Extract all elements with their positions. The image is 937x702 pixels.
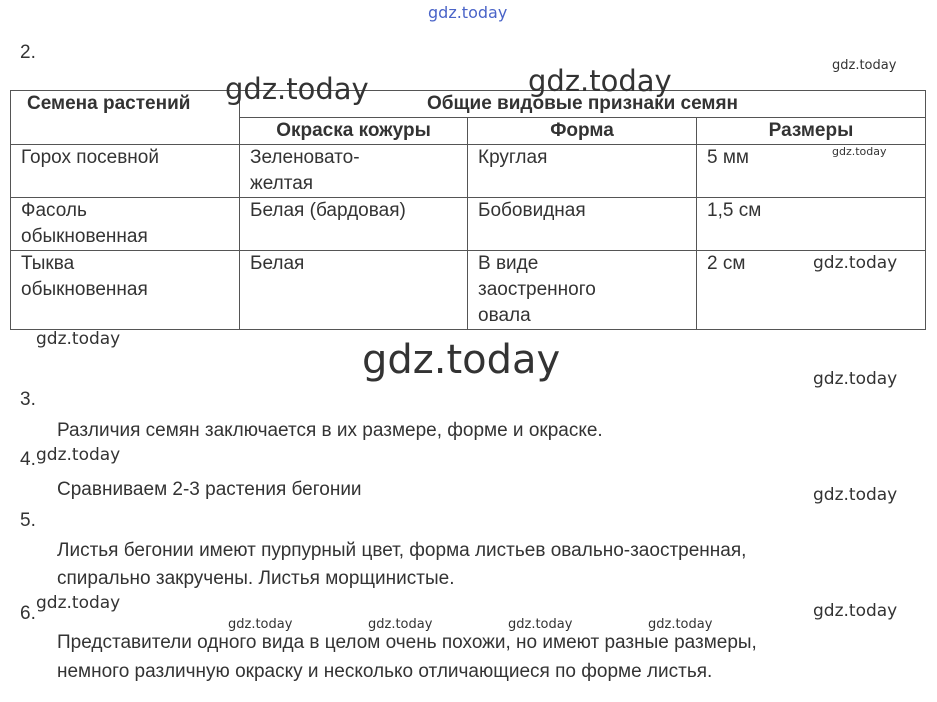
question-number-6: 6. — [20, 603, 36, 624]
watermark: gdz.today — [832, 58, 897, 73]
watermark: gdz.today — [362, 337, 561, 383]
answer-3-text: Различия семян заключается в их размере, форме и окраске. — [57, 420, 603, 441]
table-header-row — [11, 91, 926, 118]
header-color: Окраска кожуры — [240, 118, 468, 145]
table-cell: Белая (бардовая) — [240, 198, 468, 251]
table-cell: Зеленовато- желтая — [240, 145, 468, 198]
table-row — [11, 198, 926, 251]
watermark: gdz.today — [648, 617, 713, 632]
watermark: gdz.today — [508, 617, 573, 632]
question-number-2: 2. — [20, 42, 36, 63]
watermark: gdz.today — [832, 145, 887, 158]
watermark: gdz.today — [36, 329, 121, 349]
table-cell: Бобовидная — [468, 198, 697, 251]
table-row — [11, 145, 926, 198]
table-cell: 2 см — [697, 251, 926, 330]
watermark: gdz.today — [813, 369, 898, 389]
answer-5-line-1: Листья бегонии имеют пурпурный цвет, форма листьев овально-заостренная, — [57, 540, 747, 561]
answer-4-text: Сравниваем 2-3 растения бегонии — [57, 479, 362, 500]
table-cell: Тыква обыкновенная — [11, 251, 240, 330]
answer-5-line-2: спирально закручены. Листья морщинистые. — [57, 568, 455, 589]
table-cell: В виде заостренного овала — [468, 251, 697, 330]
watermark: gdz.today — [528, 64, 672, 98]
watermark: gdz.today — [368, 617, 433, 632]
watermark: gdz.today — [813, 485, 898, 505]
table-cell: Горох посевной — [11, 145, 240, 198]
question-number-4: 4. — [20, 449, 36, 470]
answer-6-line-2: немного различную окраску и несколько отличающиеся по форме листья. — [57, 661, 713, 682]
watermark: gdz.today — [813, 253, 898, 273]
watermark: gdz.today — [225, 72, 369, 106]
header-seeds: Семена растений — [11, 91, 240, 145]
question-number-5: 5. — [20, 510, 36, 531]
seed-features-table — [10, 90, 926, 330]
table-cell: 1,5 см — [697, 198, 926, 251]
table-cell: 5 мм — [697, 145, 926, 198]
answer-6-line-1: Представители одного вида в целом очень похожи, но имеют разные размеры, — [57, 632, 757, 653]
table-cell: Круглая — [468, 145, 697, 198]
table-cell: Фасоль обыкновенная — [11, 198, 240, 251]
header-size: Размеры — [697, 118, 926, 145]
watermark: gdz.today — [36, 445, 121, 465]
watermark: gdz.today — [813, 601, 898, 621]
question-number-3: 3. — [20, 389, 36, 410]
header-general-features: Общие видовые признаки семян — [240, 91, 926, 118]
watermark: gdz.today — [36, 593, 121, 613]
watermark: gdz.today — [228, 617, 293, 632]
watermark: gdz.today — [428, 3, 508, 22]
table-cell: Белая — [240, 251, 468, 330]
table-row — [11, 251, 926, 330]
header-shape: Форма — [468, 118, 697, 145]
